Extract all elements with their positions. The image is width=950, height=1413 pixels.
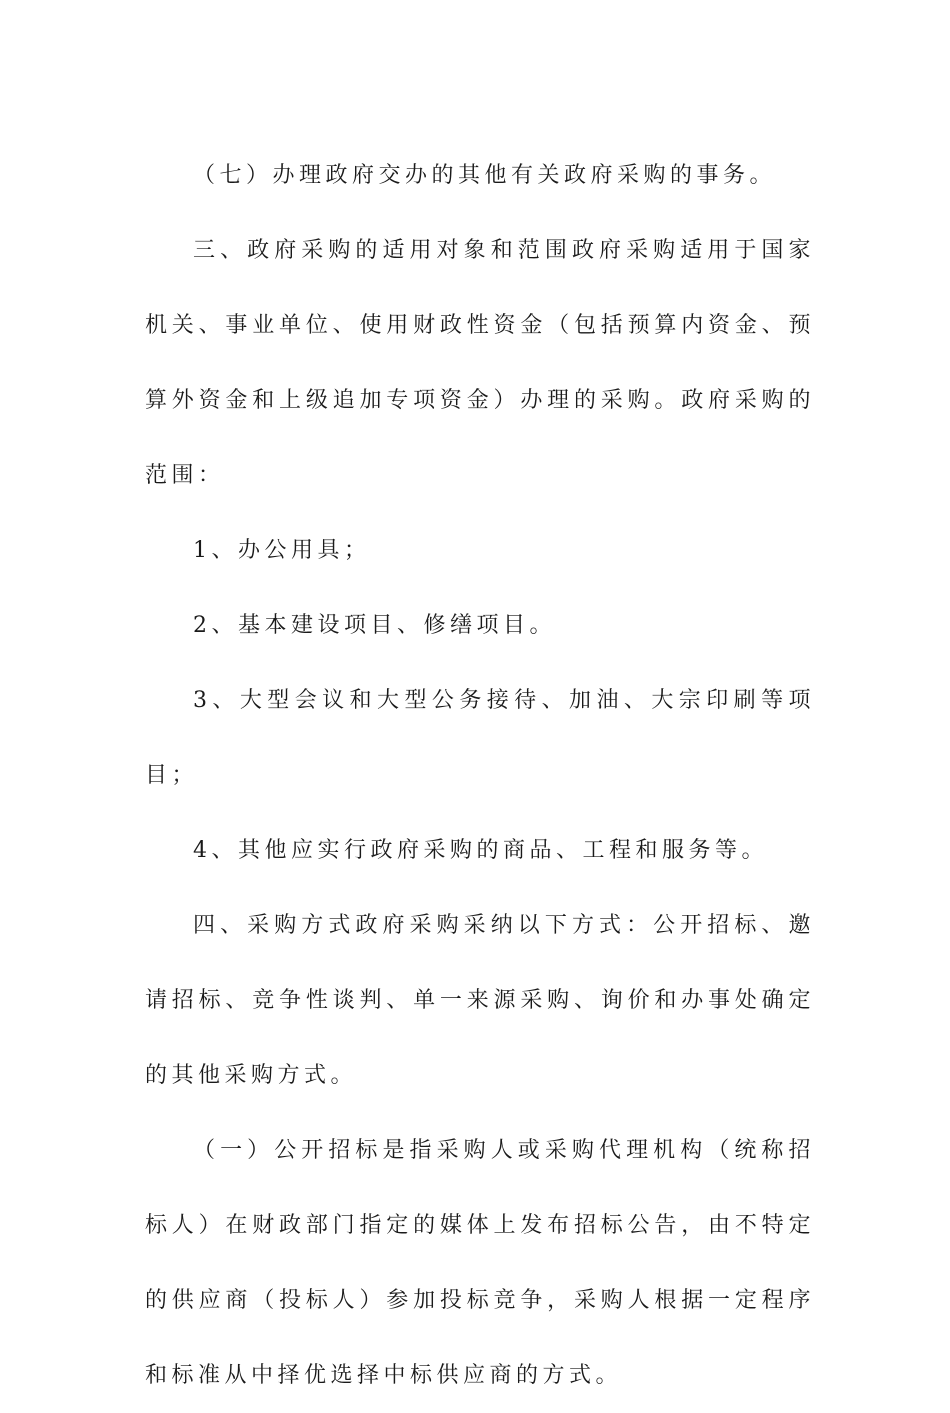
paragraph-section-4: 四、采购方式政府采购采纳以下方式：公开招标、邀请招标、竞争性谈判、单一来源采购、询价和办事处确定的其他采购方式。 bbox=[145, 913, 815, 1088]
paragraph-item-7: （七）办理政府交办的其他有关政府采购的事务。 bbox=[193, 163, 777, 188]
paragraph-section-3: 三、政府采购的适用对象和范围政府采购适用于国家机关、事业单位、使用财政性资金（包括预算内资金、预算外资金和上级追加专项资金）办理的采购。政府采购的范围： bbox=[145, 238, 815, 488]
list-item-3: 3、大型会议和大型公务接待、加油、大宗印刷等项目； bbox=[145, 688, 815, 788]
list-item-2: 2、基本建设项目、修缮项目。 bbox=[193, 613, 556, 638]
list-item-4: 4、其他应实行政府采购的商品、工程和服务等。 bbox=[193, 838, 768, 863]
paragraph-subsection-1: （一）公开招标是指采购人或采购代理机构（统称招标人）在财政部门指定的媒体上发布招标公告，由不特定的供应商（投标人）参加投标竞争，采购人根据一定程序和标准从中择优选择中标供应商的方式。 bbox=[145, 1138, 815, 1388]
document-body bbox=[145, 138, 815, 1413]
list-item-1: 1、办公用具； bbox=[193, 538, 371, 563]
